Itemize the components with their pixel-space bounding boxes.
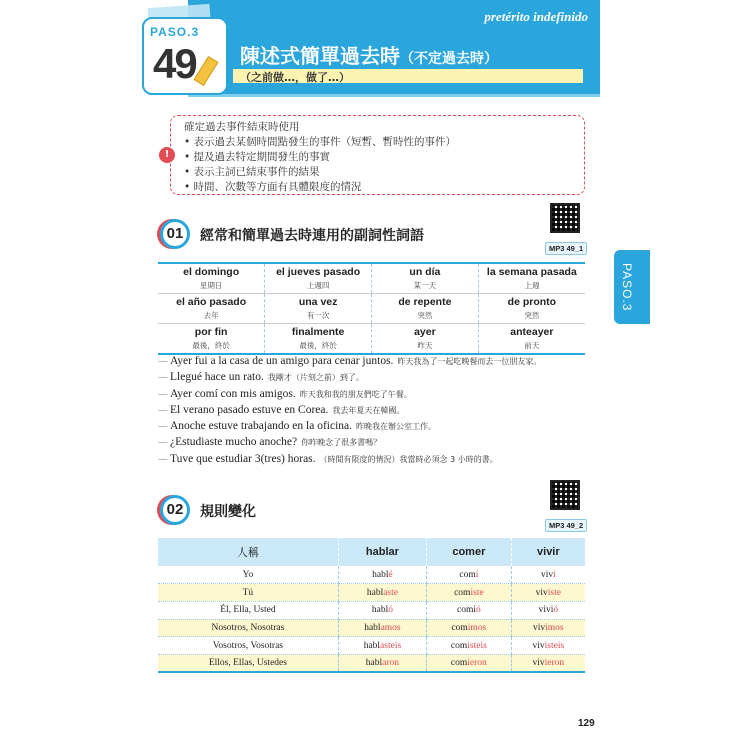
person-cell: Nosotros, Nosotras bbox=[158, 619, 338, 637]
title-paren: （不定過去時） bbox=[400, 51, 498, 67]
mp3-track-label[interactable]: MP3 49_1 bbox=[545, 242, 587, 255]
table-header-row bbox=[158, 538, 585, 566]
verb-form-cell: viví bbox=[511, 566, 585, 584]
verb-form-cell: vivisteis bbox=[511, 637, 585, 655]
note-line: 確定過去事件結束時使用 bbox=[184, 121, 300, 133]
person-cell: Tú bbox=[158, 584, 338, 602]
section-number-02: 02 bbox=[160, 495, 190, 525]
example-sentence: — El verano pasado estuve en Corea. 我去年夏天在韓國。 bbox=[158, 403, 405, 416]
section-title-regular: 規則變化 bbox=[200, 504, 256, 520]
verb-form-cell: comiste bbox=[427, 584, 512, 602]
page-title bbox=[240, 40, 498, 69]
column-header: hablar bbox=[338, 538, 426, 566]
side-tab-label: PASO.3 bbox=[620, 262, 634, 312]
person-cell: Él, Ella, Usted bbox=[158, 601, 338, 619]
mp3-track-label[interactable]: MP3 49_2 bbox=[545, 519, 587, 532]
table-row bbox=[158, 566, 585, 584]
page-number: 129 bbox=[578, 718, 595, 729]
paso-label: PASO.3 bbox=[150, 25, 200, 39]
verb-form-cell: vivió bbox=[511, 601, 585, 619]
example-sentence: — Ayer comí con mis amigos. 昨天我和我的朋友們吃了午餐。 bbox=[158, 387, 412, 400]
example-sentence: — Anoche estuve trabajando en la oficina. 昨晚我在辦公室工作。 bbox=[158, 420, 437, 433]
verb-form-cell: vivieron bbox=[511, 654, 585, 672]
qr-code-icon[interactable] bbox=[550, 480, 580, 510]
page-subtitle: （之前做…，做了…） bbox=[240, 71, 350, 84]
verb-form-cell: hablé bbox=[338, 566, 426, 584]
verb-form-cell: comí bbox=[427, 566, 512, 584]
qr-code-icon[interactable] bbox=[550, 203, 580, 233]
vocab-cell: anteayer 前天 bbox=[510, 326, 554, 350]
column-header: 人稱 bbox=[158, 538, 338, 566]
note-line: • 時間、次數等方面有具體限度的情況 bbox=[184, 181, 362, 193]
table-row bbox=[158, 619, 585, 637]
vocab-cell: el jueves pasado 上週四 bbox=[265, 263, 372, 294]
vocab-cell: una vez 有一次 bbox=[265, 294, 372, 324]
section-title-adverbs: 經常和簡單過去時連用的副詞性詞語 bbox=[200, 228, 424, 244]
verb-form-cell: hablamos bbox=[338, 619, 426, 637]
person-cell: Ellos, Ellas, Ustedes bbox=[158, 654, 338, 672]
example-sentence: — Tuve que estudiar 3(tres) horas. （時間有限度的情況）我當時必須念 3 小時的書。 bbox=[158, 452, 498, 465]
vocab-cell: el domingo 星期日 bbox=[158, 263, 265, 294]
conjugation-table bbox=[158, 538, 585, 673]
note-line: • 表示主詞已結束事件的結果 bbox=[184, 166, 320, 178]
example-sentence: — Ayer fui a la casa de un amigo para cenar juntos. 昨天我為了一起吃晚餐而去一位朋友家。 bbox=[158, 355, 542, 367]
exclamation-icon: ! bbox=[159, 147, 175, 163]
table-row bbox=[158, 654, 585, 672]
example-sentence: — Llegué hace un rato. 我剛才（片刻之前）到了。 bbox=[158, 371, 364, 384]
vocab-cell: por fin 最後，終於 bbox=[158, 324, 265, 355]
column-header: comer bbox=[427, 538, 512, 566]
vocab-cell: el año pasado 去年 bbox=[158, 294, 265, 324]
vocab-cell: de repente 突然 bbox=[372, 294, 479, 324]
vocab-cell: la semana pasada 上週 bbox=[478, 263, 585, 294]
verb-form-cell: vivimos bbox=[511, 619, 585, 637]
verb-form-cell: hablaste bbox=[338, 584, 426, 602]
tense-tag: pretérito indefinido bbox=[484, 9, 588, 24]
person-cell: Vosotros, Vosotras bbox=[158, 637, 338, 655]
note-line: • 表示過去某個時間點發生的事件（短暫、暫時性的事件） bbox=[184, 136, 457, 148]
verb-form-cell: hablasteis bbox=[338, 637, 426, 655]
verb-form-cell: comisteis bbox=[427, 637, 512, 655]
verb-form-cell: viviste bbox=[511, 584, 585, 602]
example-sentence: — ¿Estudiaste mucho anoche? 你昨晚念了很多書嗎？ bbox=[158, 436, 382, 449]
column-header: vivir bbox=[511, 538, 585, 566]
vocab-cell: ayer 昨天 bbox=[372, 324, 479, 355]
vocab-cell: un día 某一天 bbox=[372, 263, 479, 294]
example-sentences bbox=[158, 355, 588, 469]
table-row bbox=[158, 637, 585, 655]
table-row bbox=[158, 294, 585, 324]
section-number-01: 01 bbox=[160, 219, 190, 249]
verb-form-cell: comieron bbox=[427, 654, 512, 672]
table-row bbox=[158, 263, 585, 294]
table-row bbox=[158, 584, 585, 602]
title-main: 陳述式簡單過去時 bbox=[240, 44, 400, 68]
verb-form-cell: hablaron bbox=[338, 654, 426, 672]
note-line: • 提及過去特定期間發生的事實 bbox=[184, 151, 331, 163]
adverb-vocab-table bbox=[158, 262, 585, 355]
verb-form-cell: comió bbox=[427, 601, 512, 619]
verb-form-cell: habló bbox=[338, 601, 426, 619]
table-row bbox=[158, 601, 585, 619]
usage-note-lines bbox=[184, 120, 456, 195]
vocab-cell: finalmente 最後，終於 bbox=[265, 324, 372, 355]
vocab-cell: de pronto 突然 bbox=[478, 294, 585, 324]
lesson-number: 49 bbox=[153, 40, 196, 87]
table-row bbox=[158, 324, 585, 355]
person-cell: Yo bbox=[158, 566, 338, 584]
verb-form-cell: comimos bbox=[427, 619, 512, 637]
